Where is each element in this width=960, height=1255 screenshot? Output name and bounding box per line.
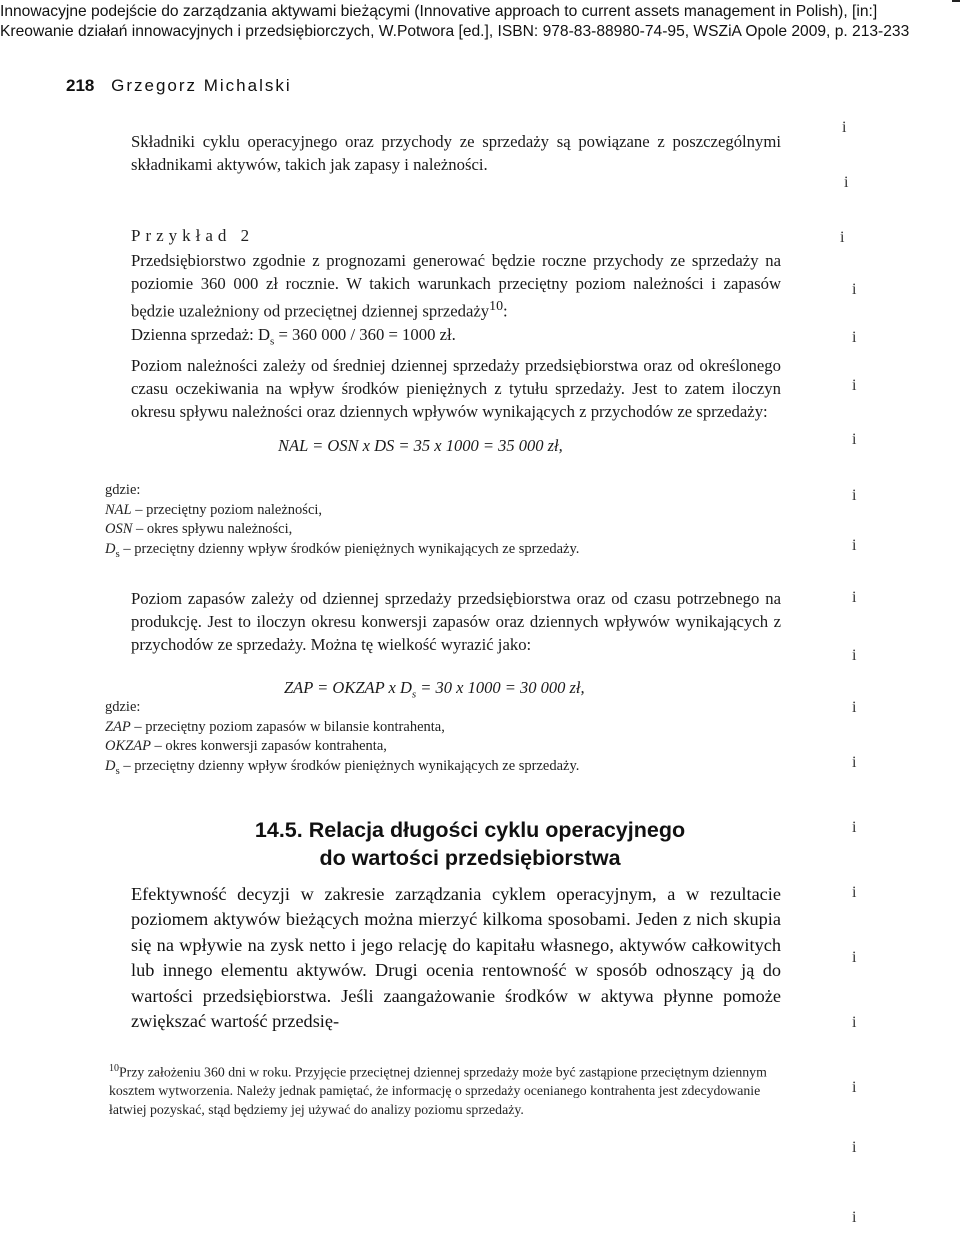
margin-mark: i [852, 487, 857, 504]
example-intro-text: Przedsiębiorstwo zgodnie z prognozami generować będzie roczne przychody ze sprzedaży na poziomie 360 000 zł rocznie. W takich warunkach przeciętny poziom należności i zapasów będzie uzależniony od przeciętnej dziennej sprzedaży [131, 251, 781, 321]
section-heading [140, 816, 800, 872]
author-name: Grzegorz Michalski [111, 76, 292, 95]
margin-mark: i [852, 281, 857, 298]
definition-symbol: NAL [105, 501, 132, 518]
example-body [131, 249, 781, 423]
margin-mark: i [852, 699, 857, 716]
page-number: 218 [66, 76, 95, 95]
definition-sub: s [115, 764, 120, 777]
running-header [66, 76, 292, 96]
definition-sub: s [115, 547, 120, 560]
daily-sales-label: Dzienna sprzedaż: D [131, 325, 270, 345]
citation-line-1: Innowacyjne podejście do zarządzania aktywami bieżącymi (Innovative approach to current assets management in Polish), [in:] [0, 3, 878, 20]
margin-mark: i [852, 1139, 857, 1156]
definition-symbol: ZAP [105, 718, 131, 735]
example-intro [131, 249, 781, 323]
margin-mark: i [852, 537, 857, 554]
daily-sales-formula [131, 323, 781, 354]
paragraph-1: Składniki cyklu operacyjnego oraz przychody ze sprzedaży są powiązane z poszczególnymi składnikami aktywów, takich jak zapasy i należności. [131, 132, 781, 175]
equation-inventory-main: ZAP = OKZAP x D [284, 678, 412, 697]
margin-mark: i [852, 647, 857, 664]
example-label: Przykład 2 [131, 226, 255, 245]
definition-symbol: OSN [105, 521, 133, 537]
citation-line-2: Kreowanie działań innowacyjnych i przedsiębiorczych, W.Potwora [ed.], ISBN: 978-83-88980-74-95, WSZiA Opole 2009, p. 213-233 [0, 23, 910, 40]
definitions-where: gdzie: [105, 699, 141, 715]
definition-item [105, 540, 755, 564]
equation-inventory [284, 678, 585, 700]
margin-mark: i [852, 1079, 857, 1096]
definition-text: – przeciętny poziom należności, [131, 501, 323, 518]
footnote-ref: 10 [489, 299, 504, 315]
definition-item [105, 520, 755, 540]
definition-text: – przeciętny dzienny wpływ środków pieniężnych wynikających ze sprzedaży. [119, 540, 580, 557]
equation-inventory-sub: s [411, 688, 417, 701]
equation-inventory-end: = 30 x 1000 = 30 000 zł, [416, 678, 585, 697]
margin-mark: i [852, 949, 857, 966]
margin-mark: i [842, 119, 847, 136]
right-margin-bleed [840, 120, 960, 1250]
definition-symbol: OKZAP [105, 738, 151, 754]
paragraph-4: Efektywność decyzji w zakresie zarządzania cyklem operacyjnym, a w rezultacie poziomem aktywów bieżących można mierzyć kilkoma sposobami. Jeden z nich skupia się na wpływie na zysk netto i jego relację do kapitału własnego, aktywów całkowitych lub innego elementu aktywów. Drugi ocenia rentowność w sposób odnoszący ją do wartości przedsiębiorstwa. Jeśli zaangażowanie środków w aktywa płynne pomoże zwiększać wartość przedsię- [131, 884, 781, 1032]
definition-item [105, 737, 755, 757]
definition-symbol: D [105, 757, 116, 774]
margin-mark: i [852, 1209, 857, 1226]
definition-text: – okres spływu należności, [132, 521, 293, 537]
definitions-1 [105, 481, 755, 564]
definition-item [105, 718, 755, 738]
section-title-line-1: 14.5. Relacja długości cyklu operacyjnego [254, 818, 686, 842]
margin-mark: i [852, 1014, 857, 1031]
footnote-text: Przy założeniu 360 dni w roku. Przyjęcie przeciętnej dziennej sprzedaży może być zastąpione przeciętnym dziennym kosztem wytworzenia. Należy jednak pamiętać, że informację o sprzedaży ocenianego kontrahenta jest zdecydowanie łatwiej pozyskać, stąd będziemy jej używać do analizy poziomu sprzedaży. [109, 1064, 767, 1117]
margin-mark: i [852, 431, 857, 448]
margin-mark: i [852, 329, 857, 346]
footnote-number: 10 [109, 1063, 119, 1074]
definition-text: – przeciętny poziom zapasów w bilansie kontrahenta, [130, 718, 445, 735]
margin-mark: i [852, 819, 857, 836]
daily-sales-value: = 360 000 / 360 = 1000 zł. [274, 325, 456, 345]
margin-mark: i [840, 229, 845, 246]
paragraph-3: Poziom zapasów zależy od dziennej sprzedaży przedsiębiorstwa oraz od czasu potrzebnego na produkcję. Jest to iloczyn okresu konwersji zapasów oraz dziennych wpływów wynikających z przychodów ze sprzedaży. Można tę wielkość wyrazić jako: [131, 589, 781, 655]
example-paragraph: Poziom należności zależy od średniej dziennej sprzedaży przedsiębiorstwa oraz od określonego czasu oczekiwania na wpływ środków pieniężnych z tytułu sprzedaży. Jest to zatem iloczyn okresu spływu należności oraz dziennych wpływów wynikających z przychodów ze sprzedaży: [131, 355, 781, 422]
margin-mark: i [852, 884, 857, 901]
definitions-2 [105, 698, 755, 781]
equation-receivables: NAL = OSN x DS = 35 x 1000 = 35 000 zł, [278, 436, 563, 455]
margin-mark: i [852, 377, 857, 394]
definition-item [105, 501, 755, 521]
definition-item [105, 757, 755, 781]
definition-symbol: D [105, 540, 116, 557]
example-intro-colon: : [503, 301, 508, 321]
margin-mark: i [852, 754, 857, 771]
daily-sales-sub: s [270, 335, 275, 348]
margin-mark: i [844, 174, 849, 191]
section-title-line-2: do wartości przedsiębiorstwa [319, 846, 621, 870]
definition-text: – przeciętny dzienny wpływ środków pieniężnych wynikających ze sprzedaży. [119, 757, 580, 774]
margin-mark: i [852, 589, 857, 606]
footnote [109, 1060, 789, 1119]
citation-header [0, 2, 960, 42]
definition-text: – okres konwersji zapasów kontrahenta, [150, 738, 387, 754]
definitions-where: gdzie: [105, 482, 141, 498]
